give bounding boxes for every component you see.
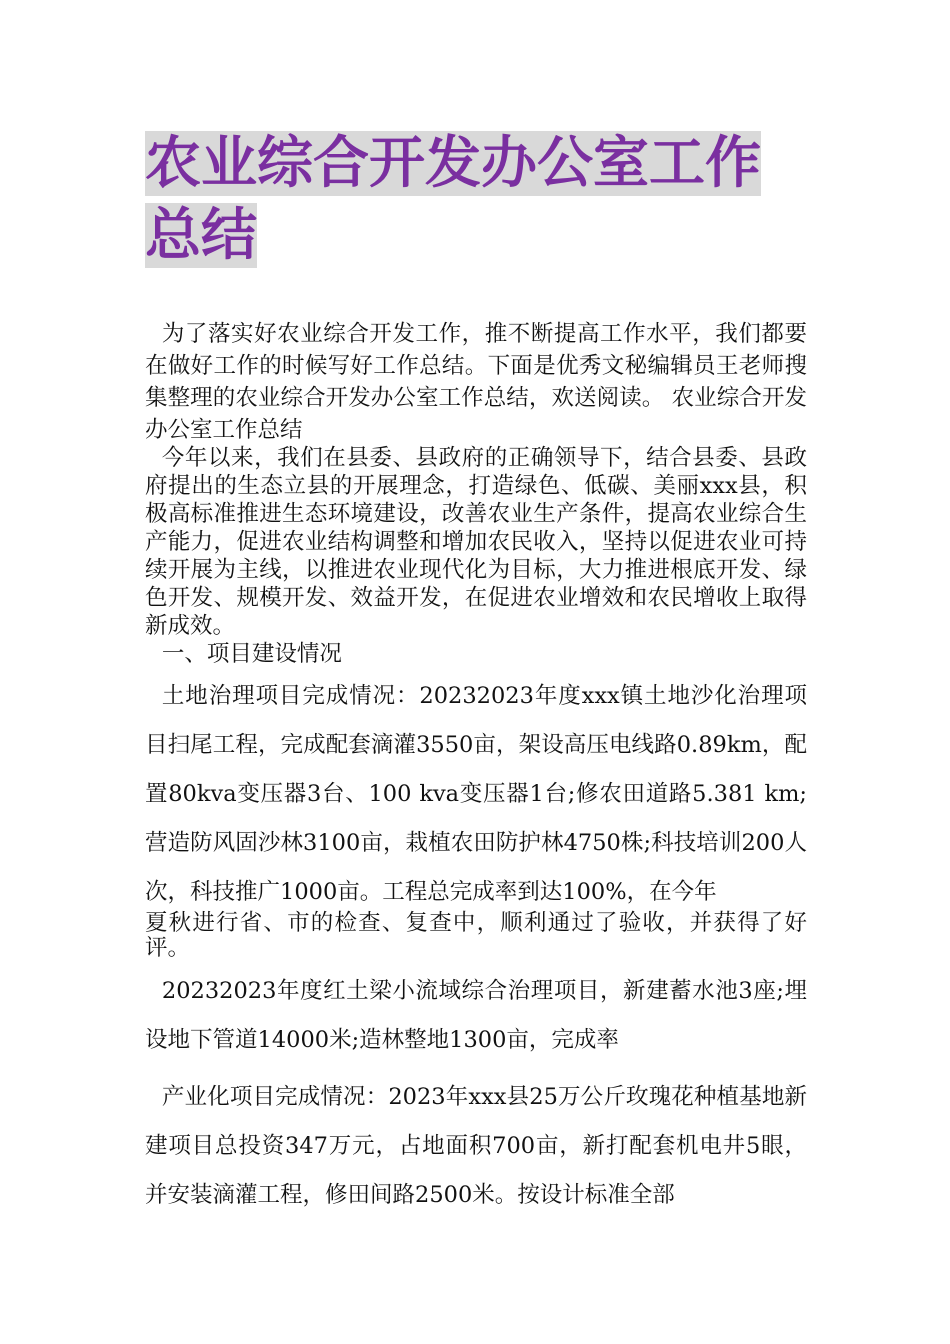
overview-paragraph: 今年以来，我们在县委、县政府的正确领导下，结合县委、县政府提出的生态立县的开展理念，打造绿色、低碳、美丽xxx县，积极高标准推进生态环境建设，改善农业生产条件，提高农业综合生产能力，促进农业结构调整和增加农民收入，坚持以促进农业可持续开展为主线，以推进农业现代化为目标，大力推进根底开发、绿色开发、规模开发、效益开发，在促进农业增效和农民增收上取得新成效。 [145,445,807,639]
industrial-project-paragraph: 产业化项目完成情况：2023年xxx县25万公斤玫瑰花种植基地新建项目总投资347万元，占地面积700亩，新打配套机电井5眼，并安装滴灌工程，修田间路2500米。按设计标准全部 [145,1084,807,1208]
watershed-paragraph: 20232023年度红土梁小流域综合治理项目，新建蓄水池3座;埋设地下管道14000米;造林整地1300亩，完成率 [145,978,807,1053]
document-title: 农业综合开发办公室工作总结 [145,131,761,268]
inspection-paragraph: 夏秋进行省、市的检查、复查中，顺利通过了验收，并获得了好评。 [145,910,807,961]
document-body [145,318,807,1220]
section-heading: 一、项目建设情况 [161,641,342,667]
land-project-paragraph: 土地治理项目完成情况：20232023年度xxx镇土地沙化治理项目扫尾工程，完成配套滴灌3550亩，架设高压电线路0.89km，配置80kva变压器3台、100 kva变压器1台;修农田道路5.381 km;营造防风固沙林3100亩，栽植农田防护林4750株;科技培训200人次，科技推广1000亩。工程总完成率到达100%，在今年 [145,683,807,905]
intro-paragraph: 为了落实好农业综合开发工作，推不断提高工作水平，我们都要在做好工作的时候写好工作总结。下面是优秀文秘编辑员王老师搜集整理的农业综合开发办公室工作总结，欢送阅读。 农业综合开发办公室工作总结 [145,321,807,443]
